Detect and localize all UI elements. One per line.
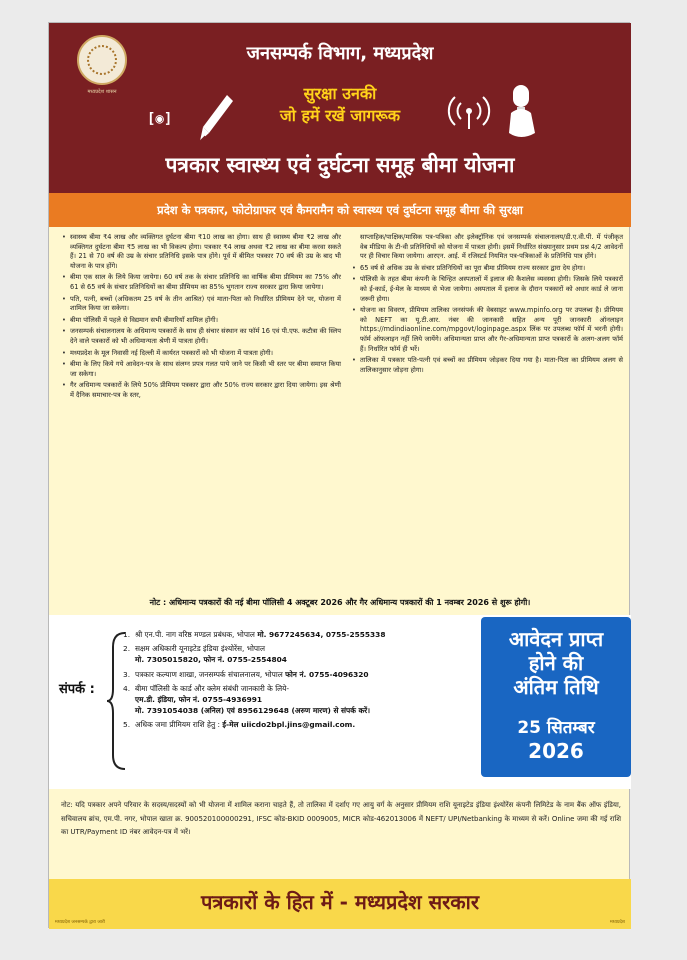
list-item: • योजना का विवरण, प्रीमियम तालिका जनसंपर्क की वेबसाइट www.mpinfo.org पर उपलब्ध है। प्रीमियम को NEFT का यू.टी.आर. नंबर की जानकारी सहित अन्य पूरी जानकारी ऑनलाइन https://mdindiaonline.com/mpgovt/loginpage.aspx लिंक पर उपलब्ध फॉर्म में भरनी होगी। फॉर्म ऑफलाइन नहीं लिये जायेंगे। अधिमान्यता प्राप्त और गैर-अधिमान्यता प्राप्त पत्रकारों के अलग-अलग फॉर्म हैं। निर्धारित फॉर्म ही भरें। [351,306,623,354]
list-item: • बीमा पॉलिसी में पहले से विद्यमान सभी बीमारियाँ शामिल होंगी। [61,316,341,326]
contact-phone: मो. 7305015820, फोन नं. 0755-2554804 [135,655,287,665]
contact-number: 2. [123,644,131,654]
contact-item [123,629,483,640]
deadline-heading [481,627,631,699]
broadcast-signal-icon [447,91,491,131]
list-item: • तालिका में पत्रकार पति-पत्नी एवं बच्चों का प्रीमियम जोड़कर दिया गया है। माता-पिता का प्रीमियम अलग से तालिकानुसार जोड़ना होगा। [351,356,623,375]
deadline-line-2: होने की [528,651,584,675]
subtitle-banner: प्रदेश के पत्रकार, फोटोग्राफर एवं कैमरामैन को स्वास्थ्य एवं दुर्घटना समूह बीमा की सुरक्षा [49,193,631,227]
list-item: • बीमा एक साल के लिये किया जायेगा। 60 वर्ष तक के संचार प्रतिनिधि का वार्षिक बीमा प्रीमियम का 75% और 61 से 65 वर्ष के संचार प्रतिनिधियों का बीमा प्रीमियम का 85% भुगतान राज्य सरकार द्वारा किया जायेगा। [61,273,341,292]
contact-phone: फोन नं. 0755-4096320 [285,669,369,679]
footer-code: मध्यप्रदेश [609,920,625,925]
contact-text: श्री एन.पी. नाग वरिष्ठ मण्डल प्रबंधक, भोपाल [135,630,255,639]
contact-item [123,719,483,730]
list-item: • 65 वर्ष से अधिक उम्र के संचार प्रतिनिधियों का पूरा बीमा प्रीमियम राज्य सरकार द्वारा देय होगा। [351,264,623,274]
contact-number: 1. [123,630,131,639]
contact-item [123,683,483,717]
microphone-hand-icon [501,83,541,141]
payment-note: नोट: यदि पत्रकार अपने परिवार के सदस्य/सदस्यों को भी योजना में शामिल कराना चाहते हैं, तो तालिका में दर्शाए गए आयु वर्ग के अनुसार प्रीमियम राशि यूनाइटेड इंडिया इंश्योरेंस कंपनी लिमिटेड के नाम बैंक ऑफ इंडिया, सचिवालय ब्रांच, एम.पी. नगर, भोपाल खाता क्र. 900520100000291, IFSC कोड-BKID 0009005, MICR कोड-462013006 में NEFT/ UPI/Netbanking के माध्यम से करें। Online जमा की गई राशि का UTR/Payment ID नंबर आवेदन-पत्र में भरें। [61,801,621,836]
contact-email: ई-मेल uiicdo2bpl.jins@gmail.com. [222,720,356,730]
contact-phone: एम.डी. इंडिया, फोन नं. 0755-4936991 [135,695,263,705]
contact-number: 3. [123,669,131,679]
footer-slogan: पत्रकारों के हित में - मध्यप्रदेश सरकार [201,890,479,914]
contact-text: सक्षम अधिकारी यूनाइटेड इंडिया इंश्योरेंस, भोपाल [135,644,265,654]
emblem-caption: मध्यप्रदेश शासन [87,89,117,95]
footer-issuer: मध्यप्रदेश जनसम्पर्क द्वारा जारी [55,920,105,925]
contact-number: 5. [123,720,131,730]
contact-number: 4. [123,683,131,693]
list-item: • बीमा के लिए किये गये आवेदन-पत्र के साथ संलग्न प्रपत्र गलत पाये जाने पर किसी भी स्तर पर बीमा समाप्त किया जा सकेगा। [61,360,341,379]
slogan [219,83,461,127]
scheme-title: पत्रकार स्वास्थ्य एवं दुर्घटना समूह बीमा योजना [165,153,515,177]
deadline-date: 25 सितम्बर [517,718,595,738]
slogan-line-2: जो हमें रखें जागरूक [279,106,401,125]
contact-text: अधिक जमा प्रीमियम राशि हेतु : [135,720,221,730]
contact-item [123,643,483,665]
contact-label: संपर्क : [59,682,95,697]
application-deadline-box [481,617,631,777]
contact-phone: मो. 9677245634, 0755-2555338 [257,630,386,639]
contact-text: पत्रकार कल्याण शाखा, जनसम्पर्क संचालनालय, भोपाल [135,669,283,679]
policy-start-note: नोट : अधिमान्य पत्रकारों की नई बीमा पॉलिसी 4 अक्टूबर 2026 और गैर अधिमान्य पत्रकारों की 1 नवम्बर 2026 से शुरू होगी। [149,598,531,607]
pen-nib-icon [197,93,235,145]
scheme-details-left [61,233,341,403]
footer-banner [49,879,631,929]
contact-phone: मो. 7391054038 (अनिल) एवं 8956129648 (अरुण मारण) से संपर्क करें। [135,706,371,716]
list-item: • मध्यप्रदेश के मूल निवासी नई दिल्ली में कार्यरत पत्रकारों को भी योजना में पात्रता होगी। [61,349,341,359]
department-title: जनसम्पर्क विभाग, मध्यप्रदेश [246,43,434,64]
list-item: • पॉलिसी के तहत बीमा कंपनी के चिन्हित अस्पतालों में इलाज की कैशलेस व्यवस्था होगी। जिसके लिये पत्रकारों को ई-कार्ड, ई-मेल के माध्यम से भेजा जायेगा। अस्पताल में इलाज के दौरान पत्रकारों को अधार कार्ड ले जाना जरूरी होगा। [351,275,623,304]
deadline-line-3: अंतिम तिथि [513,675,599,699]
deadline-line-1: आवेदन प्राप्त [508,627,604,651]
list-item: • पति, पत्नी, बच्चों (अधिकतम 25 वर्ष के तीन आश्रित) एवं माता-पिता को निर्धारित प्रीमियम देने पर, योजना में शामिल किया जा सकेगा। [61,295,341,314]
list-item: साप्ताहिक/पाक्षिक/मासिक पत्र-पत्रिका और इलेक्ट्रॉनिक एवं जनसम्पर्क संचालनालय/डी.ए.वी.पी. में पंजीकृत वेब मीडिया के टी-वी प्रतिनिधियों को योजना में पात्रता होगी। इसमें निर्धारित संख्यानुसार प्रथम प्रश्न 4/2 आवेदनों पर ही विचार किया जायेगा। आरएन. आई. में रजिस्टर्ड नियमित पत्र-पत्रिकाओं के प्रतिनिधि पात्र होंगे। [360,233,623,261]
contact-list [123,629,483,734]
contact-item [123,669,483,680]
camera-record-icon: [◉] [147,111,173,127]
poster [48,22,630,928]
poster-header [49,23,631,193]
list-item: • स्वास्थ्य बीमा ₹4 लाख और व्यक्तिगत दुर्घटना बीमा ₹10 लाख का होगा। साथ ही स्वास्थ्य बीमा ₹2 लाख और व्यक्तिगत दुर्घटना बीमा ₹5 लाख का भी विकल्प होगा। पत्रकार ₹4 लाख अथवा ₹2 लाख का बीमा करवा सकते हैं। 21 से 70 वर्ष की उम्र के संचार प्रतिनिधि इसके पात्र होंगे। पूर्व में बीमित पत्रकार 70 वर्ष की उम्र के बाद भी योजना के पात्र होंगे। [61,233,341,271]
list-item: • गैर अधिमान्य पत्रकारों के लिये 50% प्रीमियम पत्रकार द्वारा और 50% राज्य सरकार द्वारा दिया जायेगा। इस श्रेणी में दैनिक समाचार-पत्र के स्तर, [61,381,341,400]
scheme-details-right [351,233,623,377]
slogan-line-1: सुरक्षा उनकी [303,84,377,103]
deadline-year: 2026 [528,739,584,763]
contact-text: बीमा पॉलिसी के कार्ड और क्लेम संबंधी जानकारी के लिये- [135,683,290,693]
list-item: • जनसम्पर्क संचालनालय के अधिमान्य पत्रकारों के साथ ही संचार संस्थान का फॉर्म 16 एवं पी.एफ. कटौत्रा की स्लिप देने वाले पत्रकारों को भी अधिमान्यता श्रेणी में पात्रता होगी। [61,327,341,346]
